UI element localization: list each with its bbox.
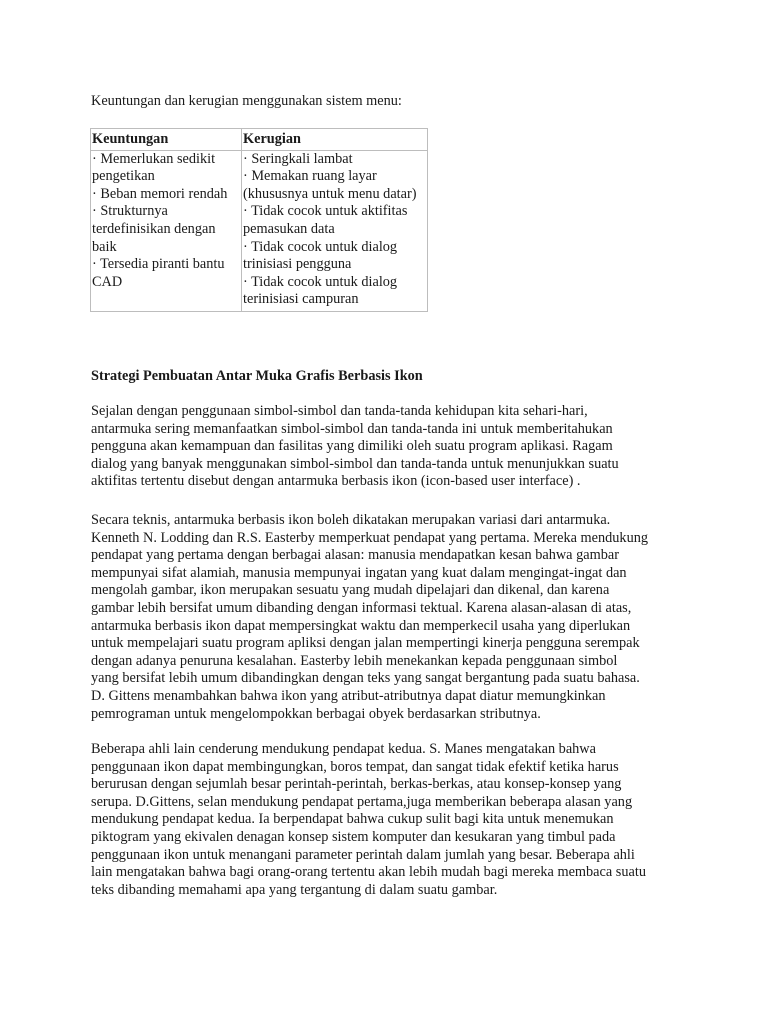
kerugian-item: · Tidak cocok untuk aktifitas pemasukan data: [243, 203, 408, 237]
pros-cons-table: [90, 128, 428, 312]
paragraph-line: piktogram yang ekivalen denagan konsep sistem komputer dan kesukaran yang timbul pada: [91, 828, 616, 845]
kerugian-item: · Seringkali lambat: [243, 150, 353, 167]
paragraph-line: D. Gittens menambahkan bahwa ikon yang atribut-atributnya dapat diatur memungkinkan: [91, 687, 606, 704]
paragraph-line: pemrograman untuk mengelompokkan berbagai obyek berdasarkan stributnya.: [91, 705, 541, 722]
keuntungan-cell: [91, 150, 242, 312]
kerugian-cell: [242, 150, 428, 312]
paragraph-line: untuk mempelajari suatu program apliksi dengan jalan mempertingi kinerja pengguna serempak: [91, 635, 640, 652]
table-row: [91, 150, 428, 312]
paragraph-line: mengolah gambar, ikon merupakan sesuatu yang mudah dipelajari dan dikenal, dan karena: [91, 582, 610, 599]
paragraph-line: Beberapa ahli lain cenderung mendukung pendapat kedua. S. Manes mengatakan bahwa: [91, 741, 596, 757]
keuntungan-item: · Memerlukan sedikit pengetikan: [92, 150, 216, 185]
paragraph-line: Kenneth N. Lodding dan R.S. Easterby memperkuat pendapat yang pertama. Mereka mendukung: [91, 529, 649, 546]
header-kerugian: Kerugian: [242, 129, 428, 151]
paragraph-line: yang bersifat lebih umum dibandingkan dengan teks yang sangat bergantung pada suatu bahasa.: [91, 670, 640, 687]
paragraph: [91, 741, 691, 899]
paragraph-line: gambar lebih bersifat umum dibanding dengan informasi tektual. Karena alasan-alasan di atas,: [91, 599, 632, 616]
paragraph-line: antarmuka sering memanfaatkan simbol-simbol dan tanda-tanda ini untuk memberitahukan: [91, 420, 613, 437]
intro-text: Keuntungan dan kerugian menggunakan sistem menu:: [91, 93, 402, 109]
paragraph-line: pengguna akan kemampuan dan fasilitas yang dimiliki oleh suatu program aplikasi. Ragam: [91, 438, 613, 455]
paragraph-line: penggunaan ikon untuk menangani parameter perintah dalam jumlah yang besar. Beberapa ahli: [91, 846, 635, 863]
paragraph-line: antarmuka berbasis ikon dapat mempersingkat waktu dan memperkecil usaha yang diperlukan: [91, 617, 631, 634]
paragraph-line: Sejalan dengan penggunaan simbol-simbol dan tanda-tanda kehidupan kita sehari-hari,: [91, 403, 588, 419]
paragraph-line: dengan adanya penuruna kesalahan. Easterby lebih menekankan kepada penggunaan simbol: [91, 652, 618, 669]
paragraph-line: mempunyai sifat alamiah, manusia mempunyai ingatan yang kuat dalam mengingat-ingat dan: [91, 564, 627, 581]
paragraph: [91, 403, 691, 491]
paragraph-line: pendapat yang pertama dengan berbagai alasan: manusia mendapatkan kesan bahwa gambar: [91, 547, 619, 564]
paragraph-line: lain mengatakan bahwa bagi orang-orang tertentu akan lebih mudah bagi mereka membaca suatu: [91, 864, 646, 881]
paragraph-line: teks dibanding memahami apa yang tergantung di dalam suatu gambar.: [91, 881, 498, 898]
paragraph: [91, 512, 691, 723]
kerugian-item: · Tidak cocok untuk dialog terinisiasi campuran: [243, 273, 398, 308]
paragraph-line: dialog yang banyak menggunakan simbol-simbol dan tanda-tanda untuk menunjukkan suatu: [91, 455, 619, 472]
kerugian-item: · Tidak cocok untuk dialog trinisiasi pengguna: [243, 238, 398, 273]
header-keuntungan: Keuntungan: [91, 129, 242, 151]
paragraph-line: penggunaan ikon dapat membingungkan, boros tempat, dan sangat tidak efektif ketika harus: [91, 758, 619, 775]
table-header-row: [91, 129, 428, 151]
keuntungan-item: · Tersedia piranti bantu CAD: [92, 256, 225, 290]
paragraph-line: mendukung pendapat kedua. Ia berpendapat bahwa cukup sulit bagi kita untuk menemukan: [91, 811, 614, 828]
keuntungan-item: · Beban memori rendah: [92, 185, 228, 202]
paragraph-line: aktifitas tertentu disebut dengan antarmuka berbasis ikon (icon-based user interface) .: [91, 473, 581, 490]
section-title: Strategi Pembuatan Antar Muka Grafis Berbasis Ikon: [91, 368, 423, 384]
paragraph-line: serupa. D.Gittens, selan mendukung pendapat pertama,juga memberikan beberapa alasan yang: [91, 793, 633, 810]
paragraph-line: Secara teknis, antarmuka berbasis ikon boleh dikatakan merupakan variasi dari antarmuka.: [91, 512, 611, 528]
kerugian-item: · Memakan ruang layar (khususnya untuk menu datar): [243, 168, 417, 202]
keuntungan-item: · Strukturnya terdefinisikan dengan baik: [92, 203, 216, 255]
paragraph-line: berurusan dengan sejumlah besar perintah-perintah, berkas-berkas, atau konsep-konsep yang: [91, 776, 622, 793]
